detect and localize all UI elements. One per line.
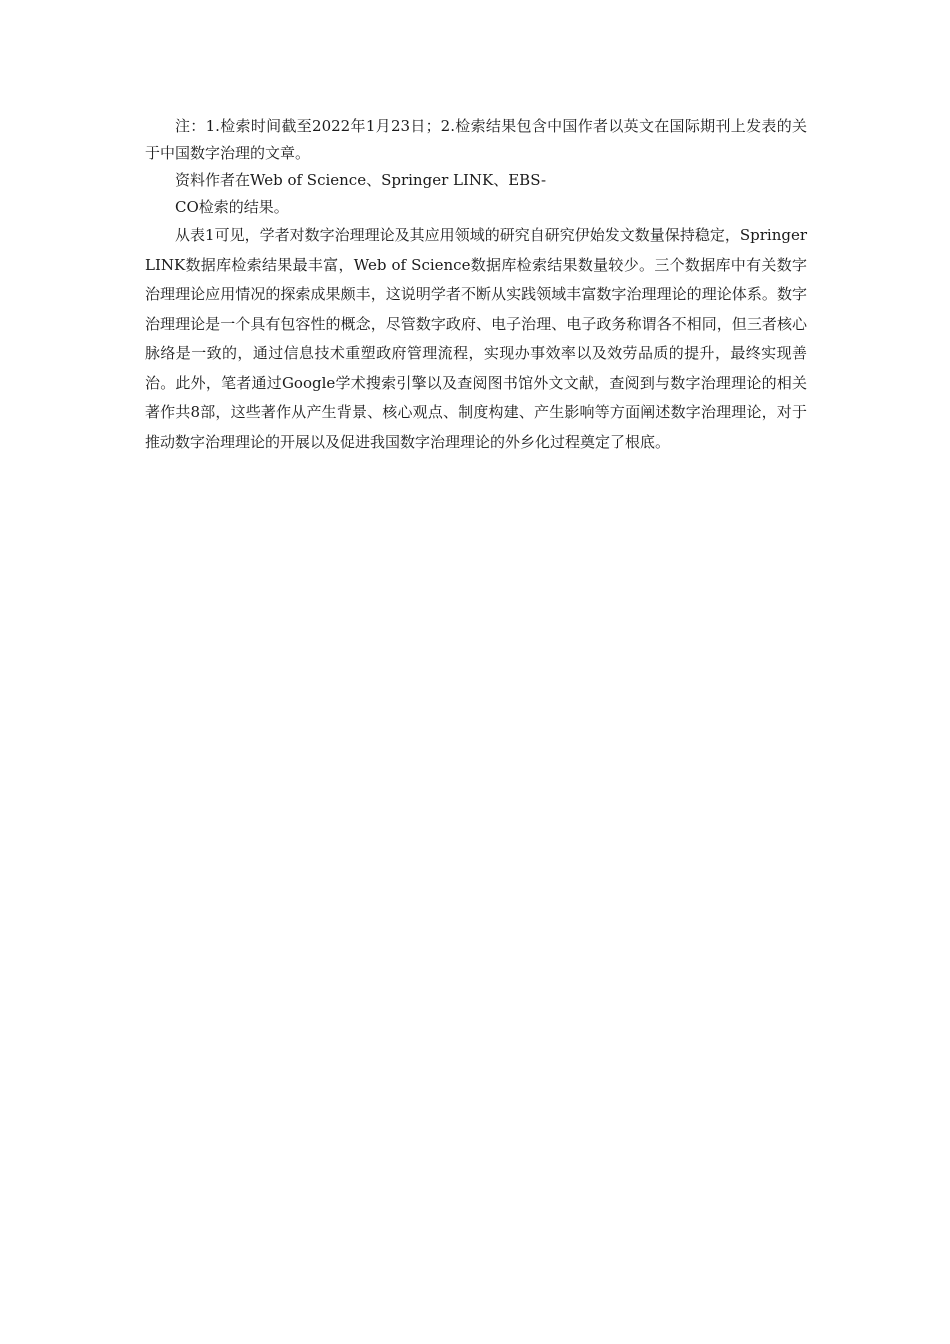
body-paragraph: 从表1可见，学者对数字治理理论及其应用领域的研究自研究伊始发文数量保持稳定，Springer LINK数据库检索结果最丰富，Web of Science数据库检索结果数量较少。三个数据库中有关数字治理理论应用情况的探索成果颇丰，这说明学者不断从实践领域丰富数字治理理论的理论体系。数字治理理论是一个具有包容性的概念，尽管数字政府、电子治理、电子政务称谓各不相同，但三者核心脉络是一致的，通过信息技术重塑政府管理流程，实现办事效率以及效劳品质的提升，最终实现善治。此外，笔者通过Google学术搜索引擎以及查阅图书馆外文文献，查阅到与数字治理理论的相关著作共8部，这些著作从产生背景、核心观点、制度构建、产生影响等方面阐述数字治理理论，对于推动数字治理理论的开展以及促进我国数字治理理论的外乡化过程奠定了根底。 [145,226,807,451]
table-note: 注：1.检索时间截至2022年1月23日；2.检索结果包含中国作者以英文在国际期刊上发表的关于中国数字治理的文章。 [145,117,807,162]
source-note-line-2: CO检索的结果。 [175,198,289,216]
source-note-line-1: 资料作者在Web of Science、Springer LINK、EBS- [175,171,547,189]
document-page [145,113,807,457]
